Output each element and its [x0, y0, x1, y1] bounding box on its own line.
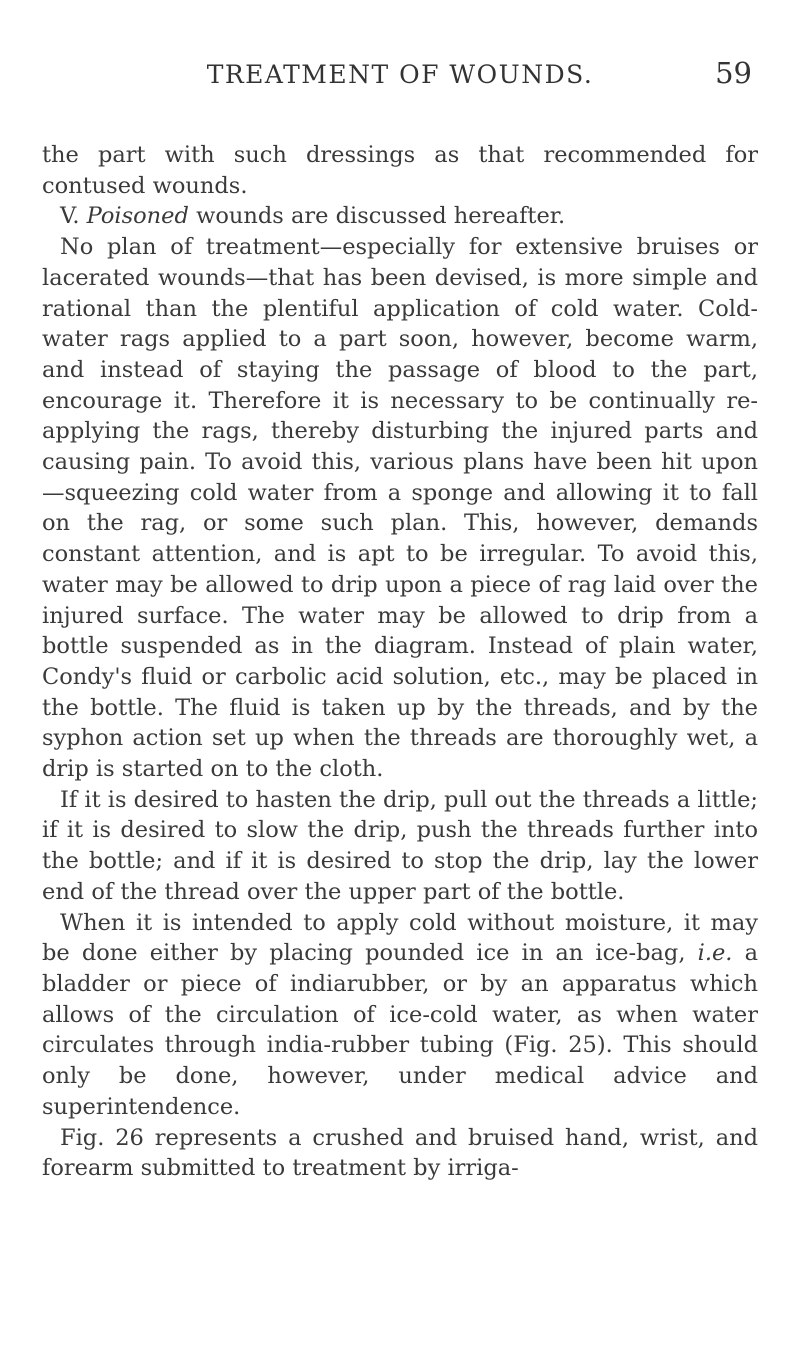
paragraph-2-text: wounds are discussed hereafter. — [196, 203, 566, 230]
running-head — [42, 48, 758, 100]
italic-term-poisoned: Poisoned — [86, 203, 189, 230]
paragraph-2 — [42, 201, 758, 232]
paragraph-5-text-b: a bladder or piece of indiarubber, or by an apparatus which allows of the circulation of ice-cold water, as when water circulates through india-rubber tubing (Fig. 25). This should only be done, however, under medical advice and superintendence. — [42, 940, 759, 1120]
paragraph-4: If it is desired to hasten the drip, pull out the threads a little; if it is desired to slow the drip, push the threads further into the bottle; and if it is desired to stop the drip, lay the lower end of the thread over the upper part of the bottle. — [42, 786, 758, 905]
paragraph-3: No plan of treatment—especially for extensive bruises or lacerated wounds—that has been devised, is more simple and rational than the plentiful application of cold water. Cold-water rags applied to a part soon, however, become warm, and instead of staying the passage of blood to the part, encourage it. Therefore it is necessary to be continually re-applying the rags, thereby disturbing the injured parts and causing pain. To avoid this, various plans have been hit upon—squeezing cold water from a sponge and allowing it to fall on the rag, or some such plan. This, however, demands constant attention, and is apt to be irregular. To avoid this, water may be allowed to drip upon a piece of rag laid over the injured surface. The water may be allowed to drip from a bottle suspended as in the diagram. Instead of plain water, Condy's fluid or carbolic acid solution, etc., may be placed in the bottle. The fluid is taken up by the threads, and by the syphon action set up when the threads are thoroughly wet, a drip is started on to the cloth. — [42, 234, 758, 783]
running-title: TREATMENT OF WOUNDS. — [206, 60, 594, 89]
body-text — [42, 140, 758, 1184]
paragraph-5 — [42, 908, 758, 1123]
paragraph-6: Fig. 26 represents a crushed and bruised hand, wrist, and forearm submitted to treatment by irriga- — [42, 1124, 758, 1182]
section-label: V. — [60, 203, 80, 230]
paragraph-5-text-a: When it is intended to apply cold without moisture, it may be done either by placing pounded ice in an ice-bag, — [42, 909, 758, 967]
paragraph-1: the part with such dressings as that recommended for contused wounds. — [42, 142, 758, 199]
page-number: 59 — [715, 56, 752, 90]
italic-term-ie: i.e. — [697, 940, 733, 967]
